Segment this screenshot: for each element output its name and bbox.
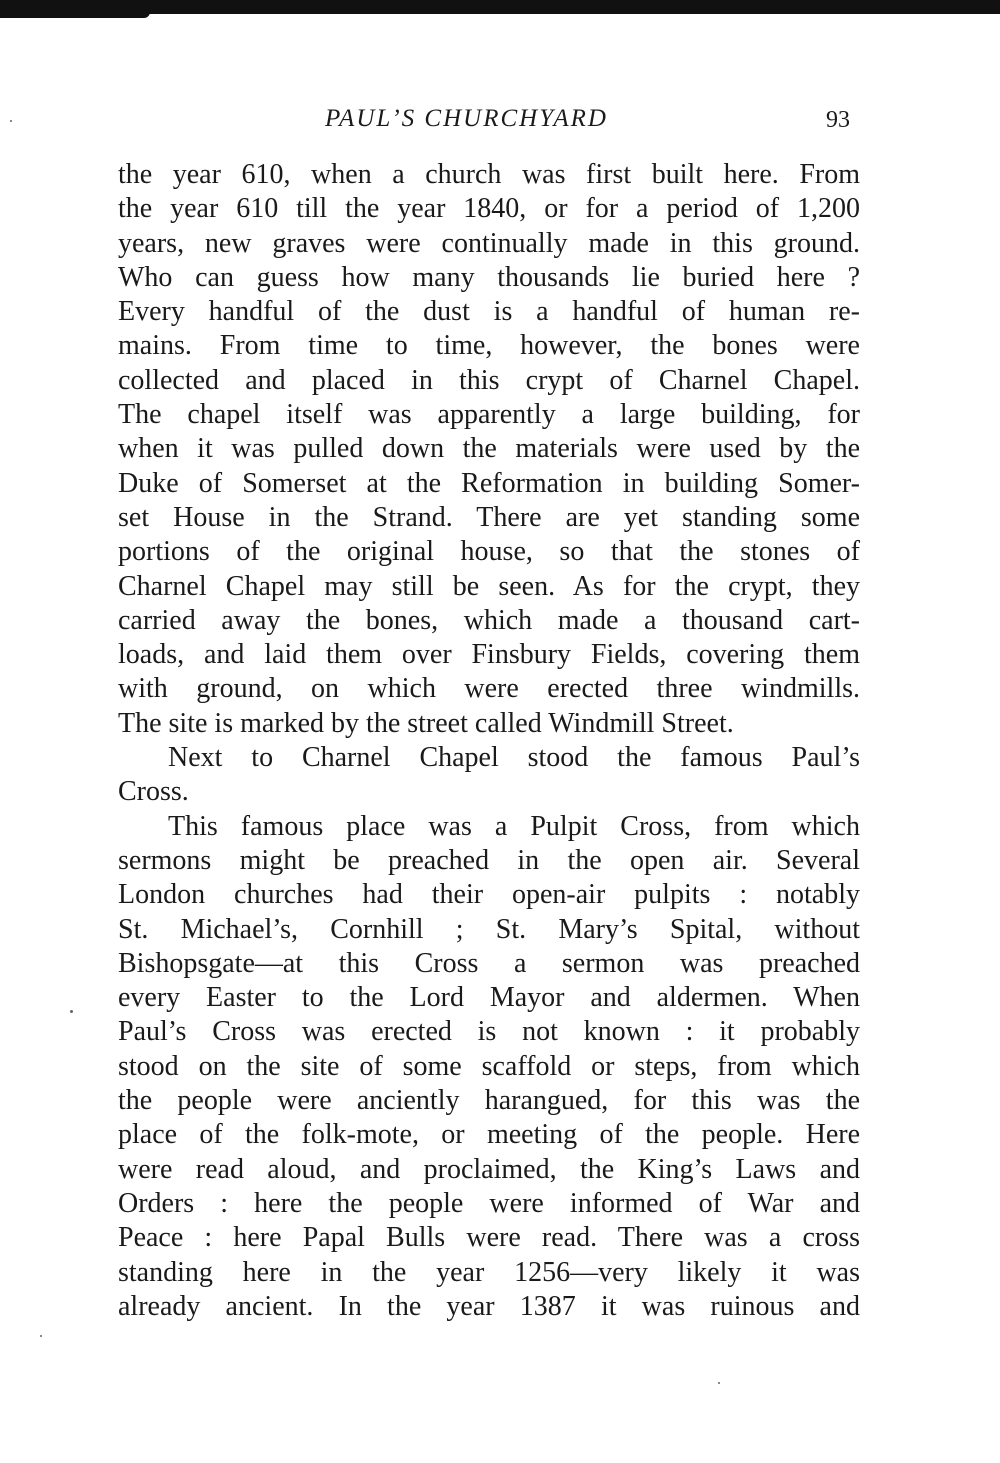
text-line: The chapel itself was apparently a large building, for bbox=[118, 399, 860, 431]
text-line: the year 610 till the year 1840, or for a period of 1,200 bbox=[118, 193, 860, 225]
text-line: Bishopsgate—at this Cross a sermon was preached bbox=[118, 947, 860, 979]
text-line: Next to Charnel Chapel stood the famous Paul’s bbox=[168, 742, 860, 774]
body-text bbox=[118, 158, 860, 1324]
paper-speck bbox=[718, 1382, 720, 1384]
text-line: set House in the Strand. There are yet standing some bbox=[118, 501, 860, 533]
text-line: Who can guess how many thousands lie buried here ? bbox=[118, 261, 860, 293]
text-line: Cross. bbox=[118, 776, 189, 808]
text-line: Every handful of the dust is a handful of human re- bbox=[118, 296, 860, 328]
paper-speck bbox=[40, 1335, 42, 1337]
text-line: with ground, on which were erected three windmills. bbox=[118, 673, 860, 705]
text-line: carried away the bones, which made a thousand cart- bbox=[118, 604, 860, 636]
text-line: This famous place was a Pulpit Cross, from which bbox=[168, 810, 860, 842]
running-head bbox=[0, 105, 1000, 139]
text-line: mains. From time to time, however, the bones were bbox=[118, 330, 860, 362]
text-line: already ancient. In the year 1387 it was ruinous and bbox=[118, 1290, 860, 1322]
text-line: collected and placed in this crypt of Charnel Chapel. bbox=[118, 364, 860, 396]
top-border-tail bbox=[0, 12, 150, 18]
text-line: Charnel Chapel may still be seen. As for the crypt, they bbox=[118, 570, 860, 602]
text-line: the year 610, when a church was first built here. From bbox=[118, 159, 860, 190]
text-line: every Easter to the Lord Mayor and aldermen. When bbox=[118, 982, 860, 1014]
text-line: sermons might be preached in the open air. Several bbox=[118, 844, 860, 876]
running-title: PAUL’S CHURCHYARD bbox=[325, 105, 608, 132]
text-line: years, new graves were continually made in this ground. bbox=[118, 227, 860, 259]
paper-speck bbox=[70, 1010, 73, 1013]
text-line: standing here in the year 1256—very likely it was bbox=[118, 1256, 860, 1288]
top-border-rule bbox=[0, 0, 1000, 14]
text-line: Duke of Somerset at the Reformation in building Somer- bbox=[118, 467, 860, 499]
text-line: The site is marked by the street called Windmill Street. bbox=[118, 707, 734, 739]
text-line: Orders : here the people were informed of War and bbox=[118, 1187, 860, 1219]
text-line: loads, and laid them over Finsbury Fields, covering them bbox=[118, 639, 860, 671]
text-line: Peace : here Papal Bulls were read. There was a cross bbox=[118, 1222, 860, 1254]
text-line: portions of the original house, so that the stones of bbox=[118, 536, 860, 568]
text-line: when it was pulled down the materials were used by the bbox=[118, 433, 860, 465]
text-line: place of the folk-mote, or meeting of the people. Here bbox=[118, 1119, 860, 1151]
text-line: St. Michael’s, Cornhill ; St. Mary’s Spital, without bbox=[118, 913, 860, 945]
page-number: 93 bbox=[826, 107, 850, 133]
text-line: stood on the site of some scaffold or steps, from which bbox=[118, 1050, 860, 1082]
text-line: the people were anciently harangued, for this was the bbox=[118, 1085, 860, 1117]
text-line: were read aloud, and proclaimed, the King’s Laws and bbox=[118, 1153, 860, 1185]
paper-speck bbox=[10, 120, 12, 122]
text-line: Paul’s Cross was erected is not known : it probably bbox=[118, 1016, 860, 1048]
text-line: London churches had their open-air pulpits : notably bbox=[118, 879, 860, 911]
